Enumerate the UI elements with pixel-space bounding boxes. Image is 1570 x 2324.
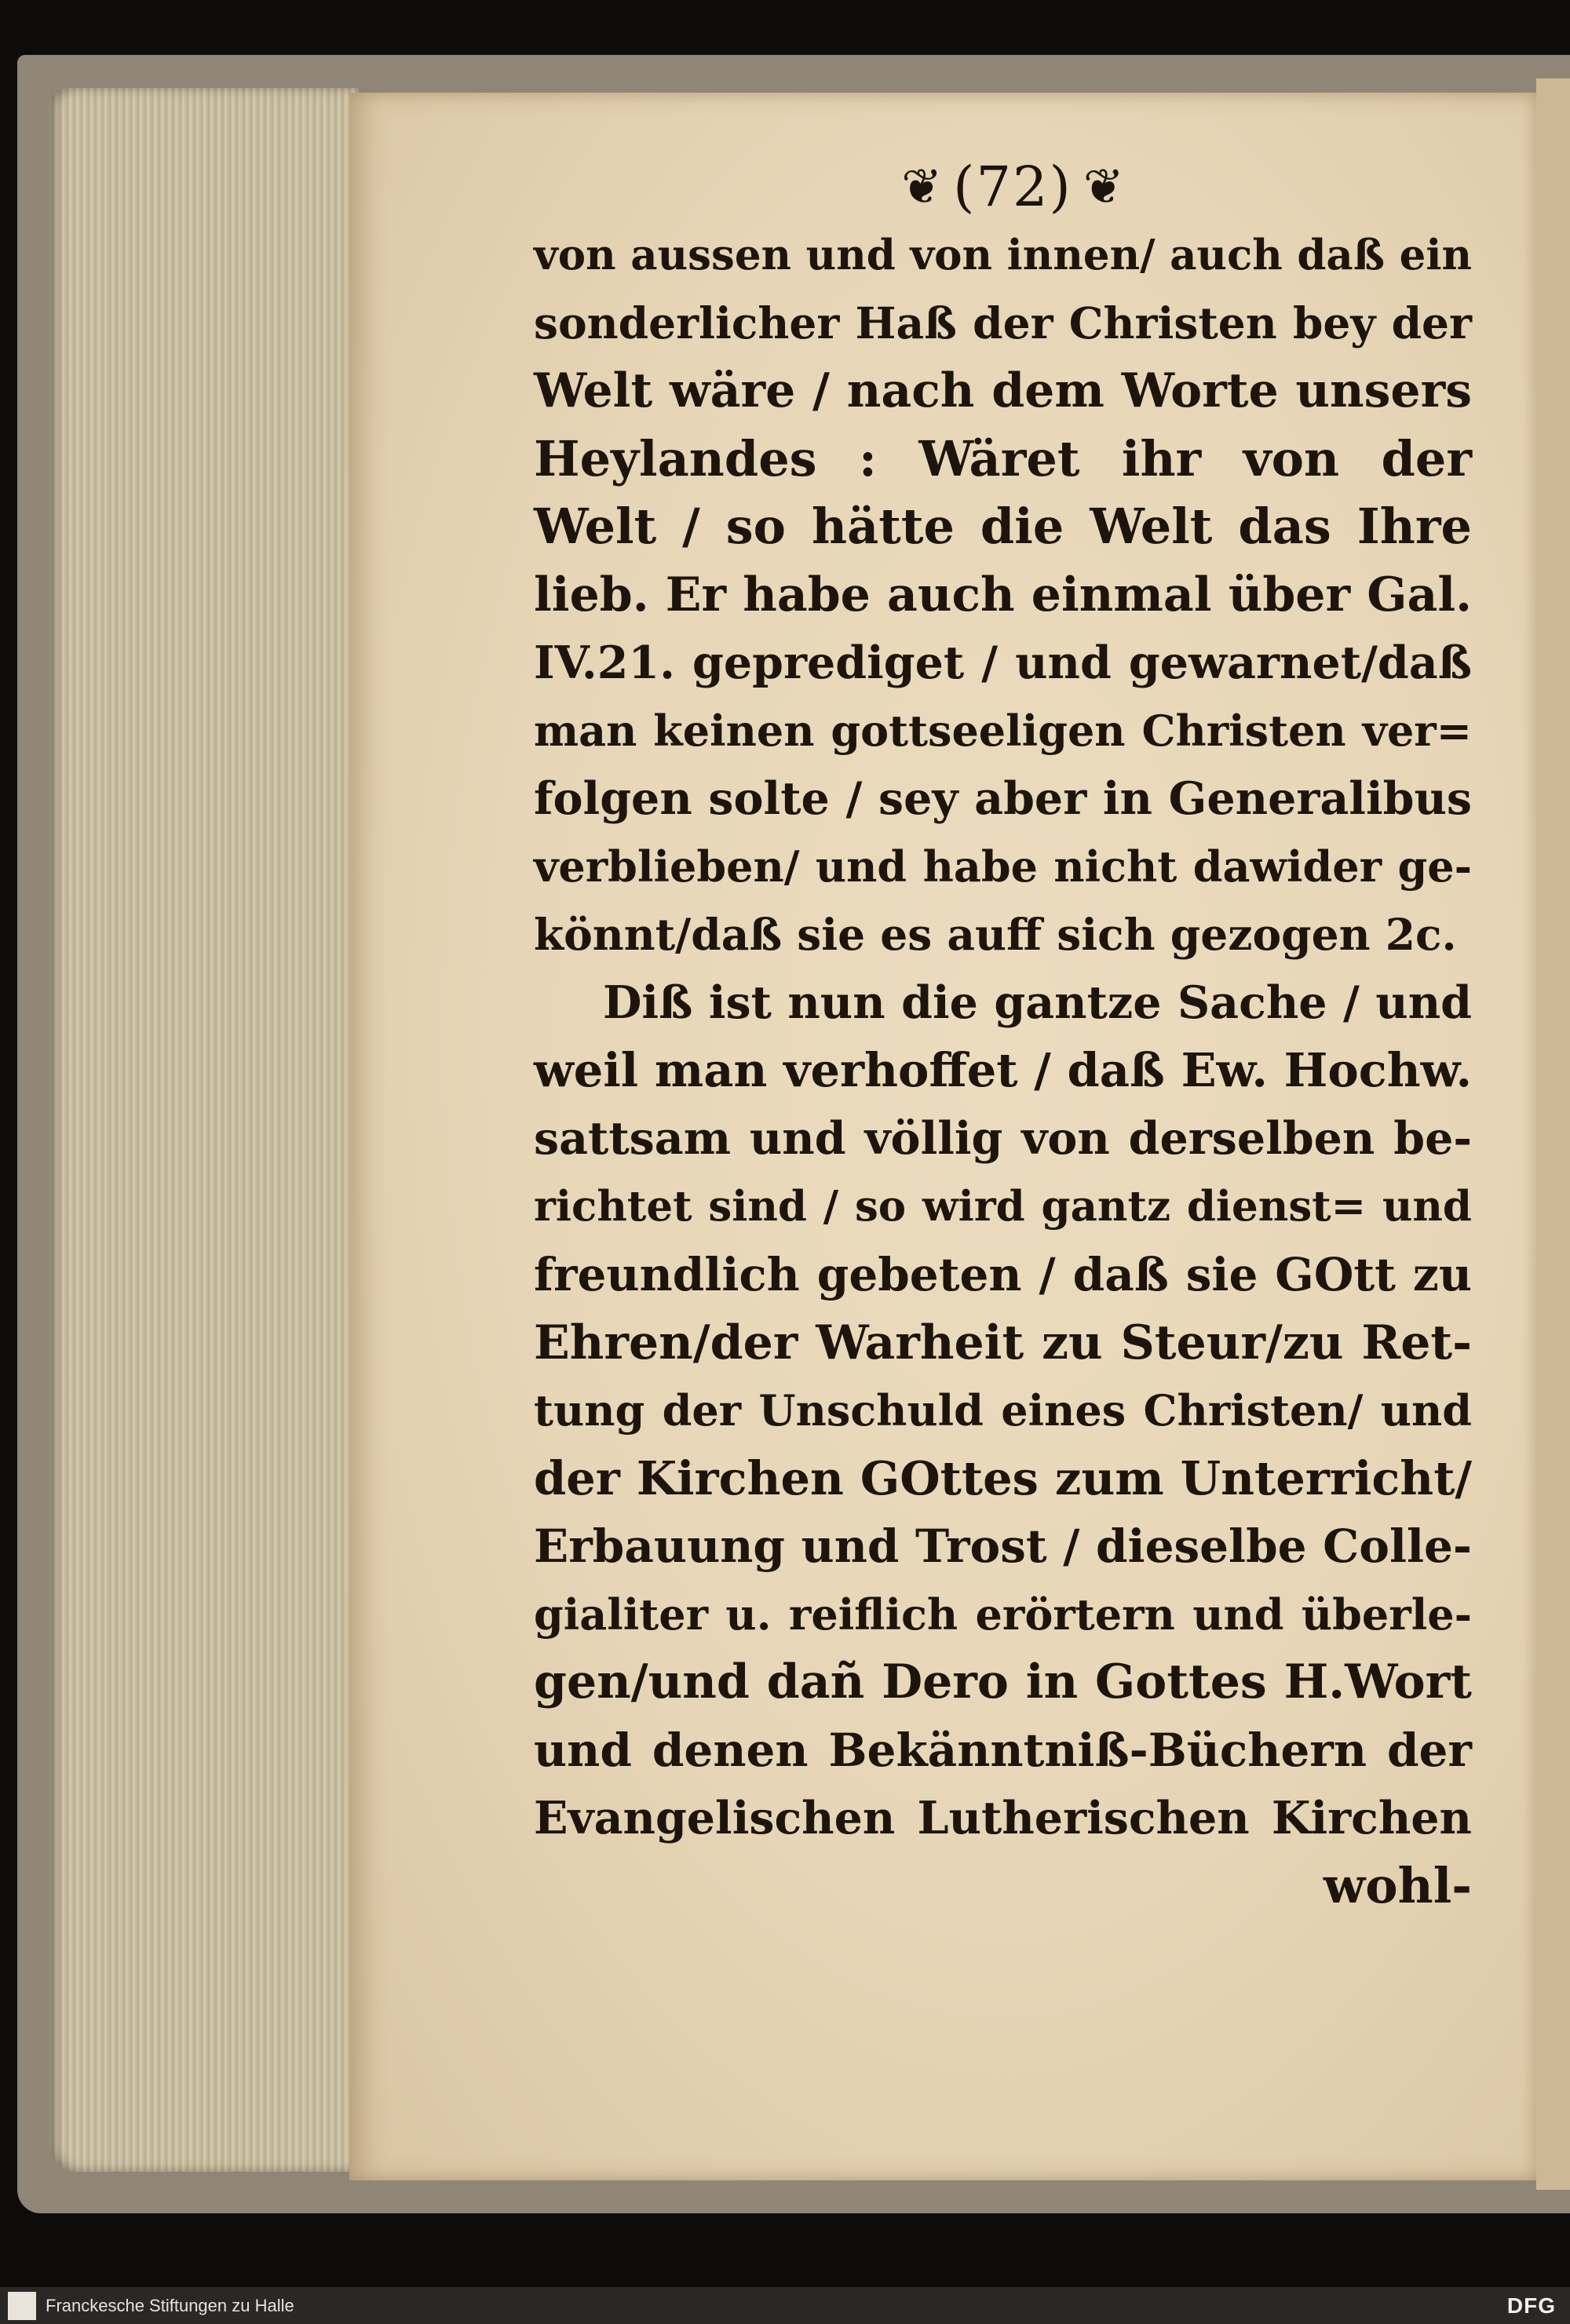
text-line: sattsam und völlig von derselben be- bbox=[534, 1111, 1472, 1165]
page-edges bbox=[49, 88, 359, 2172]
text-line: freundlich gebeten / daß sie GOtt zu bbox=[534, 1247, 1472, 1301]
text-line: IV.21. geprediget / und gewarnet/daß bbox=[534, 636, 1472, 689]
text-line: Welt / so hätte die Welt das Ihre bbox=[534, 498, 1472, 556]
ornament-left-icon: ❦ bbox=[901, 158, 943, 215]
text-line: Evangelischen Lutherischen Kirchen bbox=[534, 1791, 1472, 1844]
institution-logo[interactable] bbox=[8, 2292, 36, 2320]
facing-page-edge bbox=[1536, 78, 1570, 2190]
text-line: gen/und dañ Dero in Gottes H.Wort bbox=[534, 1655, 1472, 1710]
text-line: der Kirchen GOttes zum Unterricht/ bbox=[534, 1450, 1472, 1505]
text-line: richtet sind / so wird gantz dienst= und bbox=[534, 1182, 1472, 1231]
text-line: lieb. Er habe auch einmal über Gal. bbox=[534, 567, 1472, 622]
text-line: Diß ist nun die gantze Sache / und bbox=[603, 976, 1472, 1029]
ornament-right-icon: ❦ bbox=[1083, 158, 1124, 215]
text-line: und denen Bekänntniß-Büchern der bbox=[534, 1724, 1472, 1778]
text-line: folgen solte / sey aber in Generalibus bbox=[534, 772, 1472, 825]
text-line: Erbauung und Trost / dieselbe Colle- bbox=[534, 1520, 1472, 1574]
funder-logo[interactable]: DFG bbox=[1506, 2293, 1556, 2318]
text-line: verblieben/ und habe nicht dawider ge- bbox=[534, 841, 1472, 892]
text-line: tung der Unschuld eines Christen/ und bbox=[534, 1385, 1472, 1436]
text-line: sonderlicher Haß der Christen bey der bbox=[534, 297, 1472, 348]
text-line: gialiter u. reiflich erörtern und überle- bbox=[534, 1589, 1472, 1640]
text-line: weil man verhoffet / daß Ew. Hochw. bbox=[534, 1043, 1472, 1098]
page-number: (72) bbox=[953, 155, 1072, 219]
text-line: man keinen gottseeligen Christen ver= bbox=[534, 706, 1472, 757]
text-line: Heylandes : Wäret ihr von der bbox=[534, 429, 1472, 487]
text-line: Ehren/der Warheit zu Steur/zu Ret- bbox=[534, 1315, 1472, 1370]
page-header bbox=[816, 155, 1209, 218]
text-line: Welt wäre / nach dem Worte unsers bbox=[534, 363, 1472, 419]
text-line: könnt/daß sie es auff sich gezogen 2c. bbox=[534, 908, 1457, 960]
institution-name[interactable]: Franckesche Stiftungen zu Halle bbox=[46, 2295, 294, 2315]
catchword: wohl- bbox=[1323, 1857, 1472, 1915]
viewer-footer bbox=[0, 2287, 1570, 2324]
text-line: von aussen und von innen/ auch daß ein bbox=[534, 231, 1472, 279]
footer-left bbox=[0, 2292, 294, 2320]
text-block bbox=[534, 221, 1472, 1921]
